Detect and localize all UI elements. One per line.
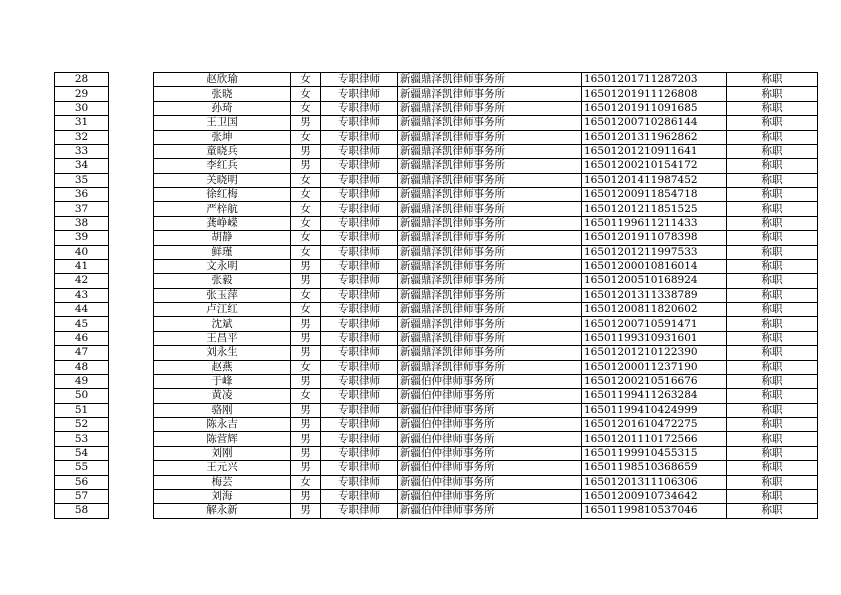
lawyer-name-cell: 黄凌 xyxy=(154,389,291,403)
gender-cell: 女 xyxy=(291,303,321,317)
gender-cell: 男 xyxy=(291,317,321,331)
law-firm-cell: 新疆鼎泽凯律师事务所 xyxy=(398,331,582,345)
evaluation-result-cell: 称职 xyxy=(727,389,818,403)
license-number-cell: 16501201311338789 xyxy=(582,288,727,302)
row-number-cell: 37 xyxy=(55,202,109,216)
license-number-cell: 16501200911854718 xyxy=(582,188,727,202)
lawyer-type-cell: 专职律师 xyxy=(321,173,398,187)
table-row xyxy=(55,446,818,460)
lawyer-type-cell: 专职律师 xyxy=(321,360,398,374)
evaluation-result-cell: 称职 xyxy=(727,231,818,245)
license-number-cell: 16501199910455315 xyxy=(582,446,727,460)
lawyer-name-cell: 胡静 xyxy=(154,231,291,245)
law-firm-cell: 新疆鼎泽凯律师事务所 xyxy=(398,259,582,273)
license-number-cell: 16501201411987452 xyxy=(582,173,727,187)
blank-gap-cell xyxy=(109,274,154,288)
law-firm-cell: 新疆伯仲律师事务所 xyxy=(398,418,582,432)
license-number-cell: 16501201311962862 xyxy=(582,130,727,144)
evaluation-result-cell: 称职 xyxy=(727,432,818,446)
law-firm-cell: 新疆鼎泽凯律师事务所 xyxy=(398,130,582,144)
blank-gap-cell xyxy=(109,504,154,518)
table-row xyxy=(55,216,818,230)
table-row xyxy=(55,130,818,144)
table-row xyxy=(55,144,818,158)
license-number-cell: 16501200910734642 xyxy=(582,489,727,503)
law-firm-cell: 新疆鼎泽凯律师事务所 xyxy=(398,274,582,288)
law-firm-cell: 新疆伯仲律师事务所 xyxy=(398,389,582,403)
gender-cell: 男 xyxy=(291,159,321,173)
row-number-cell: 48 xyxy=(55,360,109,374)
gender-cell: 女 xyxy=(291,288,321,302)
license-number-cell: 16501199410424999 xyxy=(582,403,727,417)
table-row xyxy=(55,159,818,173)
blank-gap-cell xyxy=(109,101,154,115)
row-number-cell: 56 xyxy=(55,475,109,489)
law-firm-cell: 新疆鼎泽凯律师事务所 xyxy=(398,317,582,331)
law-firm-cell: 新疆鼎泽凯律师事务所 xyxy=(398,202,582,216)
gender-cell: 男 xyxy=(291,346,321,360)
law-firm-cell: 新疆鼎泽凯律师事务所 xyxy=(398,188,582,202)
row-number-cell: 47 xyxy=(55,346,109,360)
lawyer-type-cell: 专职律师 xyxy=(321,461,398,475)
lawyer-name-cell: 梅芸 xyxy=(154,475,291,489)
license-number-cell: 16501201311106306 xyxy=(582,475,727,489)
evaluation-result-cell: 称职 xyxy=(727,403,818,417)
row-number-cell: 38 xyxy=(55,216,109,230)
law-firm-cell: 新疆伯仲律师事务所 xyxy=(398,446,582,460)
table-row xyxy=(55,331,818,345)
gender-cell: 男 xyxy=(291,446,321,460)
law-firm-cell: 新疆伯仲律师事务所 xyxy=(398,461,582,475)
gender-cell: 女 xyxy=(291,389,321,403)
blank-gap-cell xyxy=(109,446,154,460)
law-firm-cell: 新疆鼎泽凯律师事务所 xyxy=(398,360,582,374)
blank-gap-cell xyxy=(109,231,154,245)
row-number-cell: 35 xyxy=(55,173,109,187)
row-number-cell: 52 xyxy=(55,418,109,432)
table-row xyxy=(55,303,818,317)
law-firm-cell: 新疆伯仲律师事务所 xyxy=(398,489,582,503)
evaluation-result-cell: 称职 xyxy=(727,288,818,302)
table-row xyxy=(55,274,818,288)
law-firm-cell: 新疆鼎泽凯律师事务所 xyxy=(398,288,582,302)
lawyer-type-cell: 专职律师 xyxy=(321,331,398,345)
lawyer-name-cell: 赵燕 xyxy=(154,360,291,374)
lawyer-type-cell: 专职律师 xyxy=(321,274,398,288)
table-row xyxy=(55,116,818,130)
lawyer-type-cell: 专职律师 xyxy=(321,87,398,101)
blank-gap-cell xyxy=(109,216,154,230)
law-firm-cell: 新疆伯仲律师事务所 xyxy=(398,432,582,446)
blank-gap-cell xyxy=(109,475,154,489)
blank-gap-cell xyxy=(109,116,154,130)
row-number-cell: 34 xyxy=(55,159,109,173)
law-firm-cell: 新疆伯仲律师事务所 xyxy=(398,403,582,417)
gender-cell: 女 xyxy=(291,202,321,216)
lawyer-name-cell: 文永明 xyxy=(154,259,291,273)
law-firm-cell: 新疆鼎泽凯律师事务所 xyxy=(398,73,582,87)
gender-cell: 男 xyxy=(291,504,321,518)
row-number-cell: 40 xyxy=(55,245,109,259)
table-row xyxy=(55,360,818,374)
lawyer-type-cell: 专职律师 xyxy=(321,231,398,245)
lawyer-name-cell: 沈斌 xyxy=(154,317,291,331)
row-number-cell: 43 xyxy=(55,288,109,302)
lawyer-name-cell: 刘海 xyxy=(154,489,291,503)
lawyer-evaluation-table xyxy=(54,72,818,519)
lawyer-type-cell: 专职律师 xyxy=(321,475,398,489)
lawyer-type-cell: 专职律师 xyxy=(321,374,398,388)
license-number-cell: 16501199810537046 xyxy=(582,504,727,518)
license-number-cell: 16501201610472275 xyxy=(582,418,727,432)
evaluation-result-cell: 称职 xyxy=(727,87,818,101)
table-row xyxy=(55,101,818,115)
evaluation-result-cell: 称职 xyxy=(727,259,818,273)
blank-gap-cell xyxy=(109,403,154,417)
license-number-cell: 16501201211851525 xyxy=(582,202,727,216)
blank-gap-cell xyxy=(109,374,154,388)
gender-cell: 女 xyxy=(291,130,321,144)
license-number-cell: 16501200011237190 xyxy=(582,360,727,374)
license-number-cell: 16501201911126808 xyxy=(582,87,727,101)
blank-gap-cell xyxy=(109,331,154,345)
row-number-cell: 36 xyxy=(55,188,109,202)
blank-gap-cell xyxy=(109,346,154,360)
lawyer-type-cell: 专职律师 xyxy=(321,188,398,202)
lawyer-name-cell: 严梓航 xyxy=(154,202,291,216)
row-number-cell: 53 xyxy=(55,432,109,446)
evaluation-result-cell: 称职 xyxy=(727,360,818,374)
row-number-cell: 29 xyxy=(55,87,109,101)
table-row xyxy=(55,259,818,273)
law-firm-cell: 新疆鼎泽凯律师事务所 xyxy=(398,231,582,245)
evaluation-result-cell: 称职 xyxy=(727,446,818,460)
table-row xyxy=(55,374,818,388)
table-row xyxy=(55,504,818,518)
evaluation-result-cell: 称职 xyxy=(727,245,818,259)
lawyer-type-cell: 专职律师 xyxy=(321,116,398,130)
evaluation-result-cell: 称职 xyxy=(727,489,818,503)
lawyer-type-cell: 专职律师 xyxy=(321,159,398,173)
row-number-cell: 55 xyxy=(55,461,109,475)
lawyer-type-cell: 专职律师 xyxy=(321,73,398,87)
table-row xyxy=(55,288,818,302)
table-row xyxy=(55,317,818,331)
license-number-cell: 16501200010816014 xyxy=(582,259,727,273)
lawyer-name-cell: 王昌平 xyxy=(154,331,291,345)
row-number-cell: 32 xyxy=(55,130,109,144)
evaluation-result-cell: 称职 xyxy=(727,144,818,158)
lawyer-type-cell: 专职律师 xyxy=(321,202,398,216)
evaluation-result-cell: 称职 xyxy=(727,216,818,230)
gender-cell: 女 xyxy=(291,245,321,259)
gender-cell: 女 xyxy=(291,231,321,245)
table-row xyxy=(55,346,818,360)
law-firm-cell: 新疆鼎泽凯律师事务所 xyxy=(398,173,582,187)
gender-cell: 女 xyxy=(291,475,321,489)
lawyer-name-cell: 张玉萍 xyxy=(154,288,291,302)
license-number-cell: 16501201911091685 xyxy=(582,101,727,115)
license-number-cell: 16501201911078398 xyxy=(582,231,727,245)
lawyer-type-cell: 专职律师 xyxy=(321,346,398,360)
row-number-cell: 44 xyxy=(55,303,109,317)
table-row xyxy=(55,389,818,403)
blank-gap-cell xyxy=(109,389,154,403)
lawyer-type-cell: 专职律师 xyxy=(321,259,398,273)
row-number-cell: 31 xyxy=(55,116,109,130)
lawyer-type-cell: 专职律师 xyxy=(321,389,398,403)
gender-cell: 男 xyxy=(291,331,321,345)
row-number-cell: 30 xyxy=(55,101,109,115)
gender-cell: 男 xyxy=(291,461,321,475)
lawyer-type-cell: 专职律师 xyxy=(321,317,398,331)
table-row xyxy=(55,173,818,187)
lawyer-name-cell: 王元兴 xyxy=(154,461,291,475)
law-firm-cell: 新疆鼎泽凯律师事务所 xyxy=(398,159,582,173)
blank-gap-cell xyxy=(109,130,154,144)
gender-cell: 女 xyxy=(291,173,321,187)
law-firm-cell: 新疆伯仲律师事务所 xyxy=(398,504,582,518)
blank-gap-cell xyxy=(109,432,154,446)
gender-cell: 男 xyxy=(291,403,321,417)
gender-cell: 男 xyxy=(291,274,321,288)
law-firm-cell: 新疆伯仲律师事务所 xyxy=(398,475,582,489)
evaluation-result-cell: 称职 xyxy=(727,130,818,144)
lawyer-name-cell: 解永新 xyxy=(154,504,291,518)
table-row xyxy=(55,245,818,259)
table-row xyxy=(55,432,818,446)
row-number-cell: 49 xyxy=(55,374,109,388)
license-number-cell: 16501200710591471 xyxy=(582,317,727,331)
evaluation-result-cell: 称职 xyxy=(727,317,818,331)
license-number-cell: 16501200811820602 xyxy=(582,303,727,317)
lawyer-type-cell: 专职律师 xyxy=(321,101,398,115)
license-number-cell: 16501201211997533 xyxy=(582,245,727,259)
gender-cell: 男 xyxy=(291,116,321,130)
row-number-cell: 58 xyxy=(55,504,109,518)
license-number-cell: 16501200510168924 xyxy=(582,274,727,288)
row-number-cell: 57 xyxy=(55,489,109,503)
row-number-cell: 28 xyxy=(55,73,109,87)
lawyer-name-cell: 张毅 xyxy=(154,274,291,288)
table-row xyxy=(55,489,818,503)
table-row xyxy=(55,188,818,202)
license-number-cell: 16501201110172566 xyxy=(582,432,727,446)
blank-gap-cell xyxy=(109,303,154,317)
evaluation-result-cell: 称职 xyxy=(727,173,818,187)
lawyer-type-cell: 专职律师 xyxy=(321,403,398,417)
evaluation-result-cell: 称职 xyxy=(727,461,818,475)
blank-gap-cell xyxy=(109,87,154,101)
row-number-cell: 54 xyxy=(55,446,109,460)
table-row xyxy=(55,475,818,489)
law-firm-cell: 新疆伯仲律师事务所 xyxy=(398,374,582,388)
blank-gap-cell xyxy=(109,288,154,302)
row-number-cell: 39 xyxy=(55,231,109,245)
gender-cell: 男 xyxy=(291,374,321,388)
evaluation-result-cell: 称职 xyxy=(727,303,818,317)
lawyer-name-cell: 李红兵 xyxy=(154,159,291,173)
lawyer-type-cell: 专职律师 xyxy=(321,432,398,446)
blank-gap-cell xyxy=(109,245,154,259)
row-number-cell: 50 xyxy=(55,389,109,403)
row-number-cell: 45 xyxy=(55,317,109,331)
evaluation-result-cell: 称职 xyxy=(727,202,818,216)
blank-gap-cell xyxy=(109,173,154,187)
gender-cell: 男 xyxy=(291,489,321,503)
law-firm-cell: 新疆鼎泽凯律师事务所 xyxy=(398,87,582,101)
evaluation-result-cell: 称职 xyxy=(727,116,818,130)
evaluation-result-cell: 称职 xyxy=(727,274,818,288)
row-number-cell: 33 xyxy=(55,144,109,158)
evaluation-result-cell: 称职 xyxy=(727,73,818,87)
evaluation-result-cell: 称职 xyxy=(727,504,818,518)
evaluation-result-cell: 称职 xyxy=(727,188,818,202)
table-row xyxy=(55,461,818,475)
gender-cell: 女 xyxy=(291,87,321,101)
lawyer-name-cell: 张坤 xyxy=(154,130,291,144)
law-firm-cell: 新疆鼎泽凯律师事务所 xyxy=(398,116,582,130)
gender-cell: 男 xyxy=(291,432,321,446)
license-number-cell: 16501201711287203 xyxy=(582,73,727,87)
evaluation-result-cell: 称职 xyxy=(727,346,818,360)
blank-gap-cell xyxy=(109,144,154,158)
gender-cell: 男 xyxy=(291,418,321,432)
blank-gap-cell xyxy=(109,489,154,503)
license-number-cell: 16501199411263284 xyxy=(582,389,727,403)
lawyer-name-cell: 王卫国 xyxy=(154,116,291,130)
law-firm-cell: 新疆鼎泽凯律师事务所 xyxy=(398,346,582,360)
license-number-cell: 16501201210911641 xyxy=(582,144,727,158)
row-number-cell: 51 xyxy=(55,403,109,417)
lawyer-name-cell: 孙琦 xyxy=(154,101,291,115)
lawyer-type-cell: 专职律师 xyxy=(321,130,398,144)
lawyer-name-cell: 龚峥嵘 xyxy=(154,216,291,230)
lawyer-name-cell: 赵欣瑜 xyxy=(154,73,291,87)
evaluation-result-cell: 称职 xyxy=(727,159,818,173)
blank-gap-cell xyxy=(109,159,154,173)
row-number-cell: 46 xyxy=(55,331,109,345)
evaluation-result-cell: 称职 xyxy=(727,418,818,432)
law-firm-cell: 新疆鼎泽凯律师事务所 xyxy=(398,144,582,158)
lawyer-name-cell: 鲜瑾 xyxy=(154,245,291,259)
lawyer-name-cell: 刘刚 xyxy=(154,446,291,460)
gender-cell: 女 xyxy=(291,188,321,202)
law-firm-cell: 新疆鼎泽凯律师事务所 xyxy=(398,216,582,230)
law-firm-cell: 新疆鼎泽凯律师事务所 xyxy=(398,101,582,115)
lawyer-type-cell: 专职律师 xyxy=(321,144,398,158)
lawyer-name-cell: 张晓 xyxy=(154,87,291,101)
table-row xyxy=(55,87,818,101)
license-number-cell: 16501200210154172 xyxy=(582,159,727,173)
table-row xyxy=(55,73,818,87)
blank-gap-cell xyxy=(109,360,154,374)
lawyer-type-cell: 专职律师 xyxy=(321,303,398,317)
license-number-cell: 16501200710286144 xyxy=(582,116,727,130)
lawyer-name-cell: 骆刚 xyxy=(154,403,291,417)
lawyer-name-cell: 于峰 xyxy=(154,374,291,388)
lawyer-type-cell: 专职律师 xyxy=(321,245,398,259)
lawyer-name-cell: 童晓兵 xyxy=(154,144,291,158)
lawyer-type-cell: 专职律师 xyxy=(321,216,398,230)
gender-cell: 女 xyxy=(291,73,321,87)
license-number-cell: 16501199310931601 xyxy=(582,331,727,345)
blank-gap-cell xyxy=(109,259,154,273)
evaluation-result-cell: 称职 xyxy=(727,331,818,345)
evaluation-result-cell: 称职 xyxy=(727,475,818,489)
law-firm-cell: 新疆鼎泽凯律师事务所 xyxy=(398,303,582,317)
table-row xyxy=(55,403,818,417)
license-number-cell: 16501198510368659 xyxy=(582,461,727,475)
row-number-cell: 42 xyxy=(55,274,109,288)
blank-gap-cell xyxy=(109,418,154,432)
gender-cell: 男 xyxy=(291,259,321,273)
row-number-cell: 41 xyxy=(55,259,109,273)
table-row xyxy=(55,231,818,245)
license-number-cell: 16501200210516676 xyxy=(582,374,727,388)
law-firm-cell: 新疆鼎泽凯律师事务所 xyxy=(398,245,582,259)
license-number-cell: 16501201210122390 xyxy=(582,346,727,360)
lawyer-name-cell: 徐红梅 xyxy=(154,188,291,202)
lawyer-type-cell: 专职律师 xyxy=(321,489,398,503)
lawyer-type-cell: 专职律师 xyxy=(321,288,398,302)
blank-gap-cell xyxy=(109,317,154,331)
evaluation-result-cell: 称职 xyxy=(727,101,818,115)
lawyer-name-cell: 卢江红 xyxy=(154,303,291,317)
gender-cell: 女 xyxy=(291,360,321,374)
license-number-cell: 16501199611211433 xyxy=(582,216,727,230)
lawyer-name-cell: 关晓明 xyxy=(154,173,291,187)
lawyer-type-cell: 专职律师 xyxy=(321,418,398,432)
lawyer-type-cell: 专职律师 xyxy=(321,504,398,518)
gender-cell: 女 xyxy=(291,101,321,115)
lawyer-name-cell: 陈营辉 xyxy=(154,432,291,446)
table-row xyxy=(55,202,818,216)
blank-gap-cell xyxy=(109,461,154,475)
table-row xyxy=(55,418,818,432)
lawyer-type-cell: 专职律师 xyxy=(321,446,398,460)
evaluation-result-cell: 称职 xyxy=(727,374,818,388)
blank-gap-cell xyxy=(109,202,154,216)
blank-gap-cell xyxy=(109,188,154,202)
lawyer-name-cell: 陈永吉 xyxy=(154,418,291,432)
lawyer-name-cell: 刘永生 xyxy=(154,346,291,360)
blank-gap-cell xyxy=(109,73,154,87)
gender-cell: 女 xyxy=(291,216,321,230)
gender-cell: 男 xyxy=(291,144,321,158)
